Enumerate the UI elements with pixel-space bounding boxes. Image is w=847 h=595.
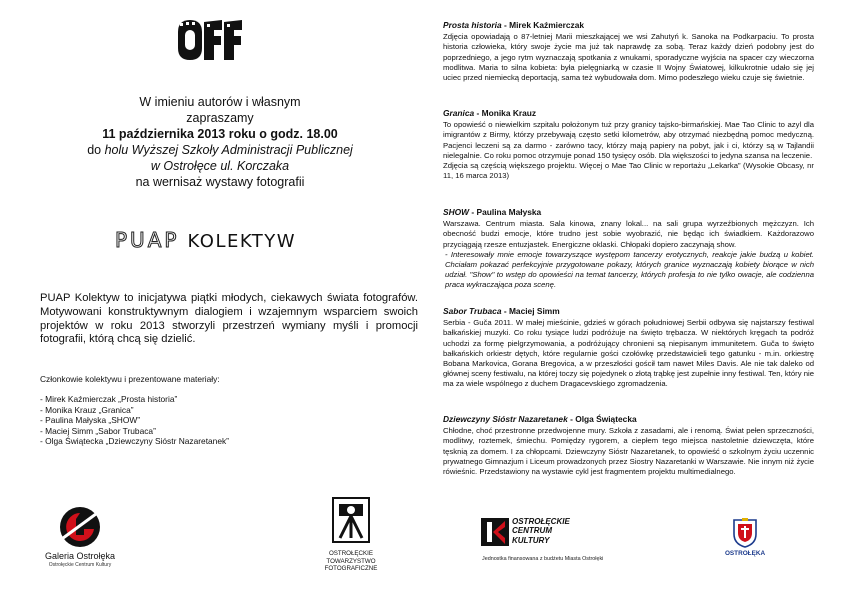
tf-name — [310, 550, 392, 573]
section-body: Zdjęcia opowiadają o 87-letniej Marii mieszkającej we wsi Zahutyń k. Sanoka na Podkarpaciu. To prosta historia człowieka, który swoje życie ma już tak naprawdę za sobą. Teraz każdy dzień podobny jest do poprzedniego, a jego rytm wyznaczają spotkania z wnukami, sporadyczne wyjścia na spacer czy wieczorna modlitwa. Maria to silna kobieta: była pielęgniarką w czasie II Wojny Światowej, kilkukrotnie udało się jej uciec przed niemiecką deportacją, sama też wybudowała dom. Mimo podeszłego wieku czuje się świetnie. — [443, 32, 814, 83]
section-granica — [443, 108, 814, 181]
section-title: Dziewczyny Sióstr Nazaretanek — [443, 414, 568, 424]
section-dziewczyny — [443, 414, 814, 477]
members-list — [40, 394, 229, 447]
ock-logo-icon — [481, 518, 509, 546]
section-author: - Monika Krauz — [474, 108, 537, 118]
galeria-logo-icon — [56, 505, 102, 549]
galeria-subtitle: Ostrołęckie Centrum Kultury — [48, 562, 112, 568]
tf-name-line: OSTROŁĘCKIE — [328, 550, 373, 557]
puap-logo-part2: KOLEKTYW — [187, 231, 297, 252]
section-sabor-trubaca — [443, 306, 814, 390]
section-show — [443, 207, 814, 291]
section-heading — [443, 207, 814, 217]
invite-date: 11 października 2013 roku o godz. 18.00 — [102, 127, 338, 141]
list-item: - Paulina Małyska „SHOW” — [40, 415, 141, 426]
section-title: SHOW — [443, 207, 470, 217]
invite-place-line2: w Ostrołęce ul. Korczaka — [150, 159, 290, 173]
section-prosta-historia — [443, 20, 814, 83]
invite-place-italic: holu Wyższej Szkoły Administracji Publicznej — [104, 143, 353, 157]
list-item: - Mirek Kaźmierczak „Prosta historia” — [40, 394, 178, 404]
invite-place-prefix: do — [87, 143, 102, 157]
list-item: - Monika Krauz „Granica” — [40, 404, 134, 415]
section-title: Prosta historia — [443, 20, 502, 30]
invite-line1: W imieniu autorów i własnym — [139, 95, 301, 109]
tf-name-line: TOWARZYSTWO — [326, 557, 376, 565]
invite-line2: zapraszamy — [186, 111, 254, 125]
section-heading — [443, 414, 814, 424]
crest-name: OSTROŁĘKA — [724, 550, 766, 557]
puap-kolektyw-logo — [115, 228, 335, 254]
invite-place — [40, 143, 400, 158]
tf-name-line: FOTOGRAFICZNE — [324, 565, 378, 573]
ock-subtitle: Jednostka finansowana z budżetu Miasta Ostrołęki — [482, 556, 604, 562]
ock-name-line: CENTRUM — [512, 526, 552, 536]
section-body: To opowieść o niewielkim szpitalu położonym tuż przy granicy tajsko-birmańskiej. Mae Tao Clinic to azyl dla imigrantów z Birmy, którzy przebywają często setki kilometrów, aby otrzymać niezbędną pomoc medyczną. Pacjenci leczeni są za darmo - zarówno tacy, którzy mają papiery na pobyt, jak i ci, którzy są w Tajlandii nielegalnie. Co roku pomoc otrzymuje ponad 150 tysięcy osób. Dla większości to jedyna szansa na leczenie. — [443, 120, 814, 160]
city-crest-icon — [732, 518, 758, 548]
members-title: Członkowie kolektywu i prezentowane materiały: — [40, 374, 220, 384]
list-item: - Olga Świątecka „Dziewczyny Sióstr Nazaretanek” — [40, 436, 229, 447]
ock-name-line: OSTROŁĘCKIE — [512, 517, 570, 526]
section-title: Sabor Trubaca — [443, 306, 502, 316]
ock-name — [512, 517, 570, 545]
section-author: - Maciej Simm — [501, 306, 560, 316]
invite-purpose: na wernisaż wystawy fotografii — [135, 175, 305, 189]
section-body-extra: Zdjęcia są częścią większego projektu. Więcej o Mae Tao Clinic w reportażu „Lekarka” (Wysokie Obcasy, nr 11, 16 marca 2013) — [443, 161, 814, 181]
puap-logo-part1: PUAP — [115, 228, 180, 252]
ock-name-line: KULTURY — [512, 535, 550, 545]
section-author: - Paulina Małyska — [469, 207, 542, 217]
section-title: Granica — [443, 108, 475, 118]
section-heading — [443, 20, 814, 30]
section-body: Chłodne, choć przestronne przedwojenne mury. Szkoła z zasadami, ale i renomą. Świat pełen sprzeczności, modlitwy, roztemek, śmiechu. Pomiędzy rygorem, a ciepłem tego miejsca nastoletnie dziewczęta, które tęsknią za domem. I za chłopcami. Dziewczyny Sióstr Nazaretanek, to opowieść o szkolnym życiu uczennic prywatnego Gimnazjum i Liceum prowadzonych przez Siostry Nazaretanki w Warszawie. Nie innym niż życie rówieśnic. Przedstawiony na wystawie cykl jest fragmentem projektu multimedialnego. — [443, 426, 814, 477]
tripod-camera-icon — [332, 497, 370, 543]
list-item: - Maciej Simm „Sabor Trubaca” — [40, 425, 156, 436]
section-body: Serbia - Guča 2011. W małej mieścinie, gdzieś w górach południowej Serbii odbywa się najstarszy festiwal bałkańskiej muzyki. Co roku tysiące ludzi podróżuje na święto trębacza. W niektórych kręgach ta podróż uchodzi za formę pielgrzymowania, a podróżujący chronieni są niepisanym immunitetem. Guča to święto bałkańskich orkiestr dętych, które regularnie gości czołówkę przedstawicieli tego gatunku - m.in. orkiestrę Bobana Markovica, Gorana Bregovica, a w przeszłości gościł tam nawet Miles Davis. Ale nie tak daleko od głównej sceny festiwalu, na której toczy się pojedynek o złotą trąbkę jest zupełnie inny festiwal. Ten, który nie ma za wiele wspólnego z duchem Dragacevskiego zgromadzenia. — [443, 318, 814, 389]
section-heading — [443, 306, 814, 316]
section-quote: - Interesowały mnie emocje towarzyszące występom tancerzy erotycznych, reakcje jakie budzą u kobiet. Chciałam pokazać perfekcyjnie przygotowane pokazy, których granice wyznaczają kobiety biorące w nich udział. "Show" to wstęp do opowieści na temat tancerzy, których profesja to nie tylko owacje, ale codzienna praca wykraczająca poza scenę. — [445, 249, 814, 290]
section-body: Warszawa. Centrum miasta. Sala kinowa, znany lokal... na sali grupa wyrzeźbionych mężczyzn. Ich obecność budzi emocje, które trudno jest sobie wyobrazić, nie będąc ich świadkiem. Każdorazowo przyciągają rzesze entuzjastek. Energiczne oklaski. Chłopaki dopiero zaczynają show. — [443, 219, 814, 249]
section-author: - Olga Świątecka — [567, 414, 637, 424]
intro-paragraph: PUAP Kolektyw to inicjatywa piątki młodych, ciekawych świata fotografów. Motywowani konstruktywnym dialogiem i wzajemnym wsparciem swoich projektów w roku 2013 stworzyli przestrzeń wymiany myśli i promocji fotografii, którą chcą się dzielić. — [40, 292, 418, 346]
section-author: - Mirek Kaźmierczak — [501, 20, 585, 30]
off-logo — [174, 18, 244, 64]
section-heading — [443, 108, 814, 118]
galeria-name: Galeria Ostrołęka — [44, 551, 116, 561]
